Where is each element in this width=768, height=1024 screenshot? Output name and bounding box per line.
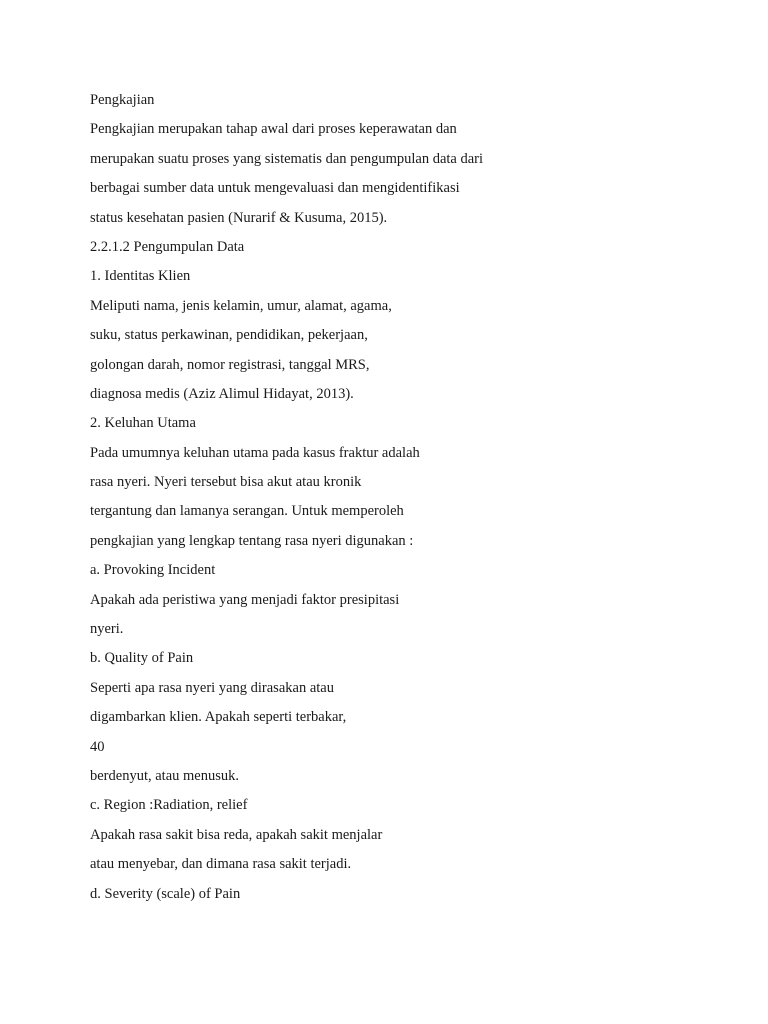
paragraph-line: golongan darah, nomor registrasi, tanggal MRS, [90,356,370,373]
paragraph-line: tergantung dan lamanya serangan. Untuk memperoleh [90,503,404,520]
paragraph-line: status kesehatan pasien (Nurarif & Kusuma, 2015). [90,209,388,226]
paragraph-line: digambarkan klien. Apakah seperti terbakar, [90,709,347,726]
paragraph-line: merupakan suatu proses yang sistematis dan pengumpulan data dari [90,150,484,167]
document-page [90,86,730,909]
section-heading: Pengkajian [90,92,155,108]
paragraph-line: Apakah ada peristiwa yang menjadi faktor presipitasi [90,591,400,608]
list-heading: 1. Identitas Klien [90,268,191,285]
paragraph-line: suku, status perkawinan, pendidikan, pekerjaan, [90,327,368,344]
paragraph-line: berdenyut, atau menusuk. [90,767,239,784]
paragraph-line: diagnosa medis (Aziz Alimul Hidayat, 2013). [90,385,354,402]
sub-item-heading: b. Quality of Pain [90,650,194,667]
paragraph-line: Meliputi nama, jenis kelamin, umur, alamat, agama, [90,297,392,314]
sub-item-heading: c. Region :Radiation, relief [90,797,248,814]
paragraph-line: pengkajian yang lengkap tentang rasa nyeri digunakan : [90,532,414,549]
page-number: 40 [90,738,105,755]
paragraph-line: nyeri. [90,621,124,638]
paragraph-line: berbagai sumber data untuk mengevaluasi dan mengidentifikasi [90,180,460,197]
paragraph-line: Apakah rasa sakit bisa reda, apakah sakit menjalar [90,826,383,843]
paragraph-line: Pengkajian merupakan tahap awal dari proses keperawatan dan [90,121,457,138]
paragraph-line: Seperti apa rasa nyeri yang dirasakan atau [90,679,334,696]
list-heading: 2. Keluhan Utama [90,415,196,432]
paragraph-line: atau menyebar, dan dimana rasa sakit terjadi. [90,856,352,873]
sub-item-heading: a. Provoking Incident [90,562,216,579]
sub-item-heading: d. Severity (scale) of Pain [90,885,241,902]
subsection-heading: 2.2.1.2 Pengumpulan Data [90,238,245,255]
paragraph-line: rasa nyeri. Nyeri tersebut bisa akut atau kronik [90,474,362,491]
paragraph-line: Pada umumnya keluhan utama pada kasus fraktur adalah [90,444,420,461]
